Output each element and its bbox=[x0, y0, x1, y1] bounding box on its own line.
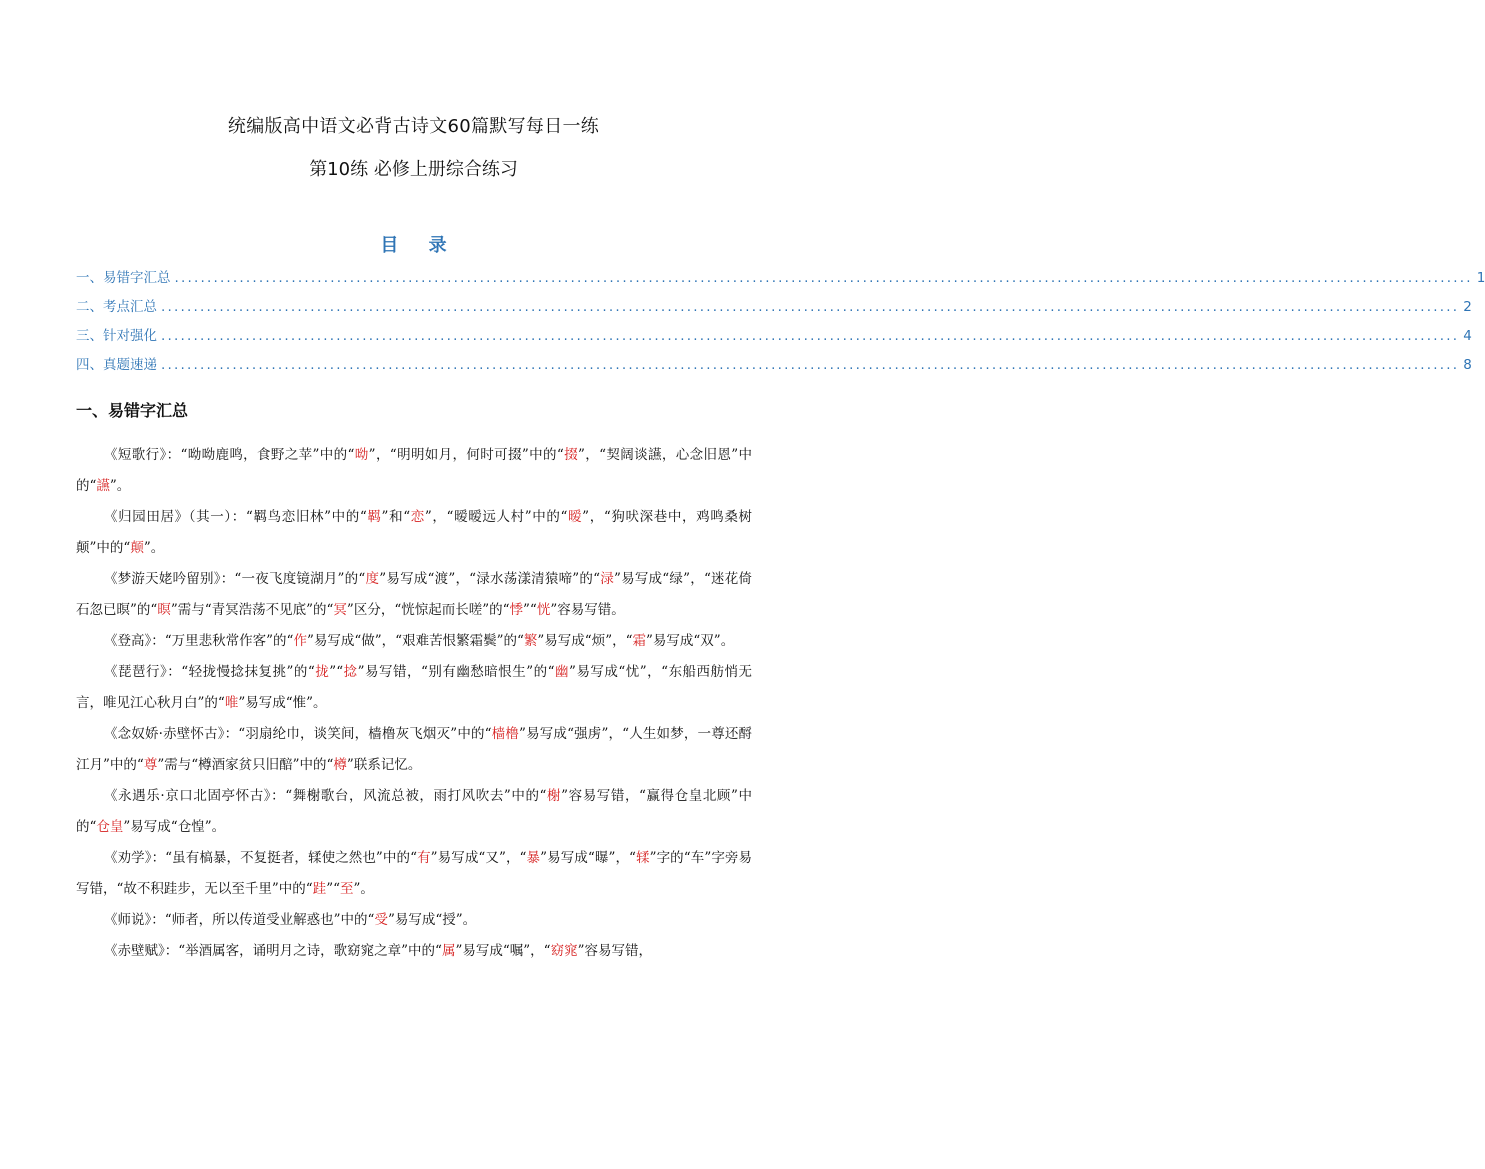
toc-entry-page[interactable]: 2 bbox=[1463, 299, 1472, 315]
paragraph-text: ”，“明明如月，何时可掇”中的“ bbox=[368, 447, 564, 463]
highlighted-character: 恋 bbox=[410, 509, 425, 525]
table-of-contents bbox=[76, 266, 1485, 382]
paragraph-text: ”。 bbox=[143, 540, 165, 556]
paragraph-text: ”需与“樽酒家贫只旧醅”中的“ bbox=[157, 757, 334, 773]
toc-heading: 目 录 bbox=[380, 235, 459, 256]
highlighted-character: 作 bbox=[293, 633, 307, 649]
toc-leader-dots: ........................................................................................................................................................................................................ bbox=[174, 270, 1473, 286]
paragraph bbox=[76, 781, 752, 843]
highlighted-character: 窈窕 bbox=[550, 943, 578, 959]
paragraph bbox=[76, 440, 752, 502]
document-title: 统编版高中语文必背古诗文60篇默写每日一练 bbox=[227, 116, 600, 137]
toc-entry[interactable] bbox=[76, 295, 1472, 324]
highlighted-character: 属 bbox=[441, 943, 456, 959]
section-body bbox=[76, 440, 752, 967]
paragraph-text: 《念奴娇·赤壁怀古》：“羽扇纶巾，谈笑间，樯橹灰飞烟灭”中的“ bbox=[104, 726, 492, 742]
paragraph-text: ”易写成“绿”，“迷花倚石忽已暝”的“ bbox=[76, 571, 752, 618]
toc-entry-page[interactable]: 8 bbox=[1463, 357, 1472, 373]
highlighted-character: 捻 bbox=[343, 664, 358, 680]
highlighted-character: 仓皇 bbox=[96, 819, 124, 835]
toc-entry-label[interactable]: 二、考点汇总 bbox=[76, 299, 157, 315]
paragraph-text: ”，“狗吠深巷中，鸡鸣桑树颠”中的“ bbox=[76, 509, 753, 556]
paragraph-text: 《赤壁赋》：“举酒属客，诵明月之诗，歌窈窕之章”中的“ bbox=[104, 943, 442, 959]
paragraph-text: ”字的“车”字旁易写错，“故不积跬步，无以至千里”中的“ bbox=[76, 850, 752, 897]
highlighted-character: 掇 bbox=[563, 447, 579, 463]
highlighted-character: 度 bbox=[365, 571, 380, 587]
highlighted-character: 𫐓 bbox=[635, 850, 650, 866]
highlighted-character: 有 bbox=[417, 850, 431, 866]
toc-leader-dots: ........................................................................................................................................................................................................ bbox=[161, 328, 1460, 344]
highlighted-character: 受 bbox=[374, 912, 388, 928]
paragraph bbox=[76, 719, 752, 781]
toc-entry[interactable] bbox=[76, 324, 1472, 353]
paragraph bbox=[76, 626, 752, 657]
highlighted-character: 羁 bbox=[366, 509, 382, 525]
paragraph-text: ”易写成“仓惶”。 bbox=[123, 819, 226, 835]
paragraph bbox=[76, 936, 752, 967]
highlighted-character: 冥 bbox=[333, 602, 347, 618]
paragraph-text: ”“ bbox=[329, 664, 344, 680]
highlighted-character: 暧 bbox=[567, 509, 583, 525]
paragraph-text: ”容易写错。 bbox=[550, 602, 625, 618]
toc-entry-label[interactable]: 一、易错字汇总 bbox=[76, 270, 171, 286]
toc-leader-dots: ........................................................................................................................................................................................................ bbox=[161, 357, 1460, 373]
paragraph-text: ”易写成“强虏”，“人生如梦，一尊还酹江月”中的“ bbox=[76, 726, 753, 773]
paragraph-text: ”区分，“恍惊起而长嗟”的“ bbox=[346, 602, 510, 618]
paragraph-text: ”，“暧暧远人村”中的“ bbox=[424, 509, 568, 525]
highlighted-character: 跬 bbox=[312, 881, 327, 897]
toc-entry-label[interactable]: 三、针对强化 bbox=[76, 328, 157, 344]
paragraph-text: 《永遇乐·京口北固亭怀古》：“舞榭歌台，风流总被，雨打风吹去”中的“ bbox=[104, 788, 547, 804]
highlighted-character: 恍 bbox=[536, 602, 551, 618]
paragraph-text: ”易写成“授”。 bbox=[387, 912, 477, 928]
toc-entry-page[interactable]: 4 bbox=[1463, 328, 1472, 344]
section-heading: 一、易错字汇总 bbox=[76, 401, 189, 420]
paragraph-text: ”“ bbox=[523, 602, 537, 618]
toc-leader-dots: ........................................................................................................................................................................................................ bbox=[161, 299, 1460, 315]
paragraph-text: ”“ bbox=[326, 881, 341, 897]
paragraph-text: ”易写成“忧”，“东船西舫悄无言，唯见江心秋月白”的“ bbox=[76, 664, 753, 711]
paragraph-text: 《琵琶行》：“轻拢慢捻抹复挑”的“ bbox=[104, 664, 315, 680]
highlighted-character: 唯 bbox=[224, 695, 239, 711]
highlighted-character: 榭 bbox=[546, 788, 562, 804]
paragraph-text: 《梦游天姥吟留别》：“一夜飞度镜湖月”的“ bbox=[104, 571, 366, 587]
document-subtitle: 第10练 必修上册综合练习 bbox=[309, 159, 518, 180]
paragraph-text: ”易写成“又”，“ bbox=[430, 850, 527, 866]
paragraph-text: 《登高》：“万里悲秋常作客”的“ bbox=[104, 633, 294, 649]
highlighted-character: 讌 bbox=[96, 478, 110, 494]
paragraph-text: 《劝学》：“虽有槁暴，不复挺者，𫐓使之然也”中的“ bbox=[104, 850, 417, 866]
paragraph-text: 《归园田居》（其一）：“羁鸟恋旧林”中的“ bbox=[104, 509, 367, 525]
paragraph-text: ”易写成“嘱”，“ bbox=[455, 943, 551, 959]
highlighted-character: 霜 bbox=[632, 633, 646, 649]
paragraph-text: ”需与“青冥浩荡不见底”的“ bbox=[170, 602, 334, 618]
paragraph-text: ”容易写错， bbox=[577, 943, 652, 959]
paragraph-text: 《师说》：“师者，所以传道受业解惑也”中的“ bbox=[104, 912, 375, 928]
paragraph-text: ”易写成“做”，“艰难苦恨繁霜鬓”的“ bbox=[306, 633, 524, 649]
highlighted-character: 繁 bbox=[523, 633, 538, 649]
paragraph bbox=[76, 657, 752, 719]
paragraph-text: ”联系记忆。 bbox=[346, 757, 422, 773]
paragraph-text: ”易写错，“别有幽愁暗恨生”的“ bbox=[357, 664, 555, 680]
highlighted-character: 尊 bbox=[143, 757, 158, 773]
highlighted-character: 拢 bbox=[314, 664, 330, 680]
paragraph-text: ”容易写错，“赢得仓皇北顾”中的“ bbox=[76, 788, 752, 835]
toc-entry-page[interactable]: 1 bbox=[1476, 270, 1485, 286]
highlighted-character: 暴 bbox=[526, 850, 541, 866]
paragraph-text: ”易写成“双”。 bbox=[646, 633, 735, 649]
paragraph bbox=[76, 905, 752, 936]
highlighted-character: 樯橹 bbox=[491, 726, 520, 742]
highlighted-character: 暝 bbox=[157, 602, 171, 618]
toc-entry[interactable] bbox=[76, 266, 1485, 295]
toc-entry[interactable] bbox=[76, 353, 1472, 382]
paragraph-text: ”易写成“渡”，“渌水荡漾清猿啼”的“ bbox=[379, 571, 601, 587]
paragraph bbox=[76, 502, 752, 564]
highlighted-character: 呦 bbox=[354, 447, 369, 463]
paragraph-text: ”易写成“惟”。 bbox=[238, 695, 327, 711]
highlighted-character: 至 bbox=[340, 881, 354, 897]
paragraph-text: ”易写成“烦”，“ bbox=[537, 633, 633, 649]
paragraph bbox=[76, 564, 752, 626]
toc-entry-label[interactable]: 四、真题速递 bbox=[76, 357, 157, 373]
paragraph-text: ”易写成“曝”，“ bbox=[540, 850, 636, 866]
paragraph-text: 《短歌行》：“呦呦鹿鸣，食野之苹”中的“ bbox=[104, 447, 355, 463]
paragraph-text: ”和“ bbox=[381, 509, 411, 525]
paragraph bbox=[76, 843, 752, 905]
highlighted-character: 颠 bbox=[130, 540, 144, 556]
paragraph-text: ”。 bbox=[109, 478, 131, 494]
paragraph-text: ”，“契阔谈讌，心念旧恩”中的“ bbox=[76, 447, 752, 494]
paragraph-text: ”。 bbox=[353, 881, 374, 897]
highlighted-character: 樽 bbox=[333, 757, 347, 773]
highlighted-character: 幽 bbox=[554, 664, 570, 680]
highlighted-character: 悸 bbox=[509, 602, 524, 618]
highlighted-character: 渌 bbox=[600, 571, 614, 587]
